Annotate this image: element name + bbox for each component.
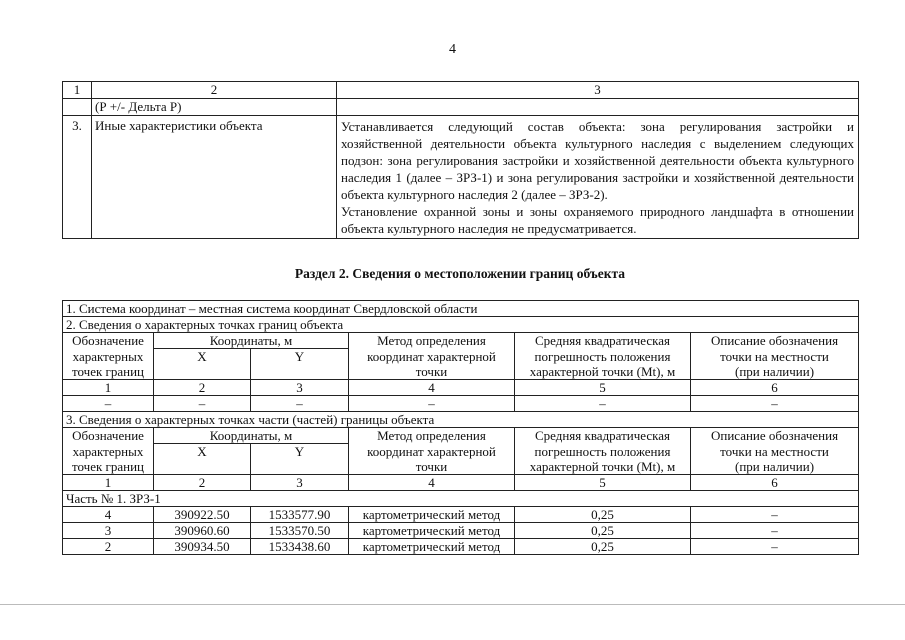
part-points-section-title: 3. Сведения о характерных точках части (частей) границы объекта [63,412,859,428]
coord-x: 390922.50 [154,507,251,523]
header-cell: характерных [63,349,154,365]
header-cell [251,364,349,380]
part-label: Часть № 1. ЗРЗ-1 [63,491,859,507]
table-row [63,523,859,539]
header-cell: Описание обозначения [691,428,859,444]
table-header-row [63,82,859,99]
header-cell: точки на местности [691,349,859,365]
table-row [63,396,859,412]
column-number-row [63,475,859,491]
description-cell: – [691,507,859,523]
table-cell [63,99,92,116]
header-cell: 3 [337,82,859,99]
header-cell: Y [251,444,349,460]
header-cell: точек границ [63,459,154,475]
header-cell [154,364,251,380]
header-cell: X [154,444,251,460]
header-cell: Метод определения [349,428,515,444]
header-cell [154,459,251,475]
table-cell: – [251,396,349,412]
header-cell: (при наличии) [691,459,859,475]
method-cell: картометрический метод [349,523,515,539]
table-row [63,412,859,428]
table-row [63,116,859,239]
page-bottom-divider [0,604,905,605]
column-number: 5 [515,380,691,396]
column-number: 1 [63,380,154,396]
header-cell: погрешность положения [515,444,691,460]
table-row [63,539,859,555]
table-row [63,491,859,507]
column-number: 6 [691,380,859,396]
header-cell: Обозначение [63,333,154,349]
points-section-title: 2. Сведения о характерных точках границ объекта [63,317,859,333]
header-cell: (при наличии) [691,364,859,380]
coordinates-table [62,300,859,555]
header-cell: погрешность положения [515,349,691,365]
table-cell: – [154,396,251,412]
column-number: 2 [154,475,251,491]
header-cell: точек границ [63,364,154,380]
header-cell: точки на местности [691,444,859,460]
paragraph: Устанавливается следующий состав объекта: зона регулирования застройки и хозяйственной деятельности объекта культурного наследия с выделением следующих подзон: зона регулирования застройки и хозяйственной деятельности объекта культурного наследия 1 (далее – ЗРЗ-1) и зона регулирования застройки и хозяйственной деятельности объекта культурного наследия 2 (далее – ЗРЗ-2). [341,119,854,202]
table-cell: – [515,396,691,412]
description-cell: – [691,539,859,555]
header-cell: Координаты, м [154,333,349,349]
header-cell: координат характерной [349,349,515,365]
point-number: 2 [63,539,154,555]
header-cell: характерной точки (Mt), м [515,459,691,475]
coord-x: 390934.50 [154,539,251,555]
table-row [63,317,859,333]
header-cell: характерной точки (Mt), м [515,364,691,380]
table-row [63,507,859,523]
point-number: 4 [63,507,154,523]
header-cell: точки [349,364,515,380]
column-number-row [63,380,859,396]
error-cell: 0,25 [515,539,691,555]
table-header-row [63,349,859,365]
column-number: 3 [251,380,349,396]
row-number: 3. [63,116,92,239]
table-row [63,99,859,116]
coord-y: 1533577.90 [251,507,349,523]
method-cell: картометрический метод [349,507,515,523]
page-number: 4 [449,42,456,57]
table-cell [337,99,859,116]
table-header-row [63,444,859,460]
header-cell: координат характерной [349,444,515,460]
table-header-row [63,333,859,349]
coord-x: 390960.60 [154,523,251,539]
header-cell: 2 [92,82,337,99]
coord-y: 1533570.50 [251,523,349,539]
point-number: 3 [63,523,154,539]
table-cell: – [63,396,154,412]
table-cell: – [349,396,515,412]
header-cell: X [154,349,251,365]
header-cell: точки [349,459,515,475]
header-cell: Описание обозначения [691,333,859,349]
header-cell: Координаты, м [154,428,349,444]
column-number: 1 [63,475,154,491]
coord-y: 1533438.60 [251,539,349,555]
header-cell: 1 [63,82,92,99]
header-cell: характерных [63,444,154,460]
table-header-row [63,364,859,380]
header-cell: Средняя квадратическая [515,333,691,349]
header-cell: Обозначение [63,428,154,444]
method-cell: картометрический метод [349,539,515,555]
header-cell [251,459,349,475]
section-title: Раздел 2. Сведения о местоположении границ объекта [294,266,626,281]
table-header-row [63,459,859,475]
table-header-row [63,428,859,444]
column-number: 6 [691,475,859,491]
header-cell: Y [251,349,349,365]
column-number: 4 [349,380,515,396]
column-number: 5 [515,475,691,491]
column-number: 4 [349,475,515,491]
characteristics-table [62,81,859,239]
coordinate-system: 1. Система координат – местная система координат Свердловской области [63,301,859,317]
column-number: 2 [154,380,251,396]
header-cell: Средняя квадратическая [515,428,691,444]
characteristic-name: Иные характеристики объекта [92,116,337,239]
paragraph: Установление охранной зоны и зоны охраняемого природного ландшафта в отношении объекта культурного наследия не предусматривается. [341,204,854,236]
table-cell: (Р +/- Дельта Р) [92,99,337,116]
error-cell: 0,25 [515,507,691,523]
header-cell: Метод определения [349,333,515,349]
characteristic-value [337,116,859,239]
table-row [63,301,859,317]
table-cell: – [691,396,859,412]
error-cell: 0,25 [515,523,691,539]
column-number: 3 [251,475,349,491]
description-cell: – [691,523,859,539]
